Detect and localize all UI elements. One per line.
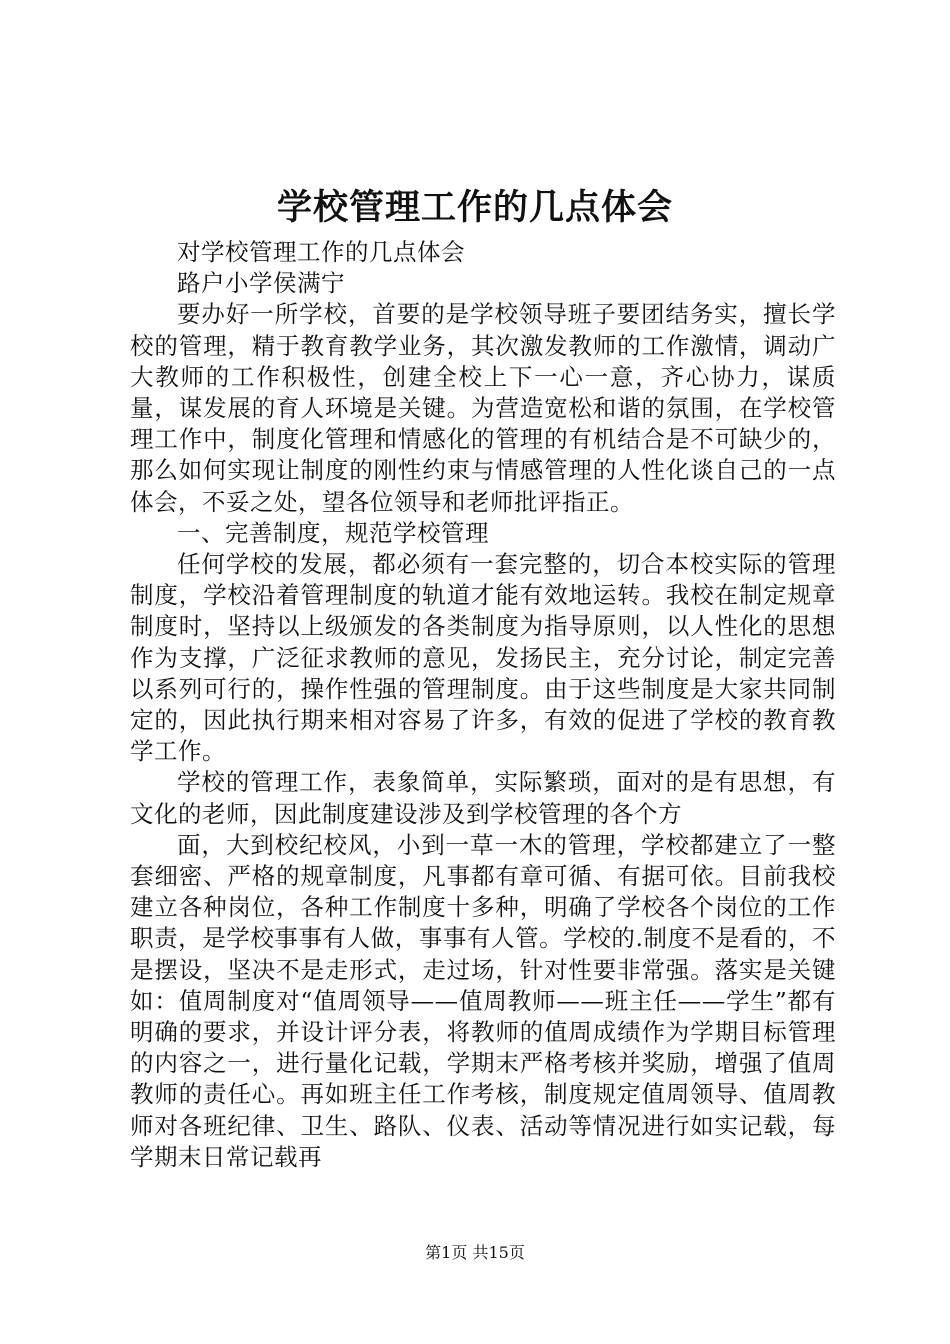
paragraph-intro: 要办好一所学校，首要的是学校领导班子要团结务实，擅长学校的管理，精于教育教学业务，其次激发教师的工作激情，调动广大教师的工作积极性，创建全校上下一心一意，齐心协力，谋质量，谋发展的育人环境是关键。为营造宽松和谐的氛围，在学校管理工作中，制度化管理和情感化的管理的有机结合是不可缺少的，那么如何实现让制度的刚性约束与情感管理的人性化谈自己的一点体会，不妥之处，望各位领导和老师批评指正。 (130, 300, 836, 516)
page-footer (0, 1242, 950, 1264)
paragraph-author: 路户小学侯满宁 (177, 269, 345, 298)
paragraph-section-1c: 面，大到校纪校风，小到一草一木的管理，学校都建立了一整套细密、严格的规章制度，凡事都有章可循、有据可依。目前我校建立各种岗位，各种工作制度十多种，明确了学校各个岗位的工作职责，是学校事事有人做，事事有人管。学校的.制度不是看的，不是摆设，坚决不是走形式，走过场，针对性要非常强。落实是关键如：值周制度对“值周领导——值周教师——班主任——学生”都有明确的要求，并设计评分表，将教师的值周成绩作为学期目标管理的内容之一，进行量化记载，学期末严格考核并奖励，增强了值周教师的责任心。再如班主任工作考核，制度规定值周领导、值周教师对各班纪律、卫生、路队、仪表、活动等情况进行如实记载，每学期末日常记载再 (130, 830, 836, 1171)
document-body (130, 237, 836, 1173)
page-total: 共15页 (472, 1243, 525, 1262)
document-title: 学校管理工作的几点体会 (276, 187, 673, 228)
paragraph-section-1b: 学校的管理工作，表象简单，实际繁琐，面对的是有思想，有文化的老师，因此制度建设涉及到学校管理的各个方 (130, 768, 836, 828)
section-heading-1: 一、完善制度，规范学校管理 (177, 518, 489, 547)
paragraph-subtitle: 对学校管理工作的几点体会 (177, 238, 465, 266)
paragraph-section-1a: 任何学校的发展，都必须有一套完整的，切合本校实际的管理制度，学校沿着管理制度的轨道才能有效地运转。我校在制定规章制度时，坚持以上级颁发的各类制度为指导原则，以人性化的思想作为支撑，广泛征求教师的意见，发扬民主，充分讨论，制定完善以系列可行的，操作性强的管理制度。由于这些制度是大家共同制定的，因此执行期来相对容易了许多，有效的促进了学校的教育教学工作。 (130, 550, 836, 766)
page-number: 第1页 (425, 1243, 468, 1262)
